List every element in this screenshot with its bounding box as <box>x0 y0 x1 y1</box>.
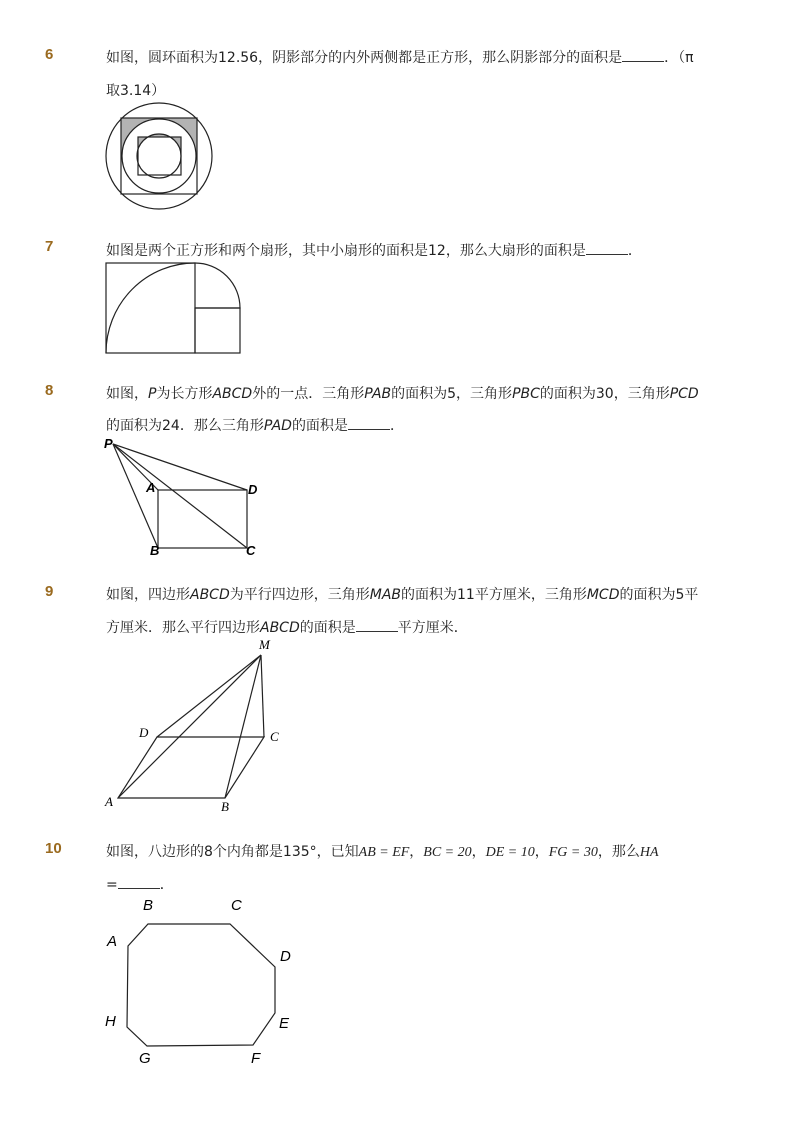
question-number: 10 <box>45 840 62 857</box>
middle-circle <box>122 119 196 193</box>
figure-ring-squares <box>100 110 220 220</box>
label-c: C <box>246 543 256 558</box>
inner-circle <box>137 134 181 178</box>
label-d: D <box>139 725 149 740</box>
label-a: A <box>105 794 113 809</box>
question-number: 9 <box>45 583 54 600</box>
segment-mb <box>225 655 261 798</box>
answer-blank <box>586 242 628 255</box>
label-a: A <box>107 933 118 950</box>
rectangle-abcd <box>158 490 247 548</box>
octagon <box>127 924 275 1046</box>
label-c: C <box>231 897 242 914</box>
label-d: D <box>248 482 258 497</box>
label-h: H <box>105 1013 116 1030</box>
label-a: A <box>146 480 156 495</box>
parallelogram-abcd <box>118 737 264 798</box>
answer-blank <box>118 876 160 889</box>
small-square <box>195 308 240 353</box>
question-text-line2: 的面积为24．那么三角形PAD的面积是 ． <box>106 418 404 434</box>
label-p: P <box>104 436 113 451</box>
segment-pc <box>113 444 247 548</box>
label-d: D <box>280 948 291 965</box>
small-sector <box>195 263 240 308</box>
answer-blank <box>622 49 664 62</box>
label-m: M <box>259 637 270 652</box>
question-text-line1: 如图，四边形ABCD为平行四边形，三角形MAB的面积为11平方厘米，三角形MCD的面积为5平 <box>106 587 699 603</box>
figure-rectangle-point <box>100 435 270 565</box>
segment-md <box>157 655 261 737</box>
question-text-line1: 如图，P为长方形ABCD外的一点．三角形PAB的面积为5，三角形PBC的面积为30，三角形PCD <box>106 386 699 402</box>
question-number: 7 <box>45 238 54 255</box>
question-number: 6 <box>45 46 54 63</box>
label-g: G <box>139 1050 151 1067</box>
label-e: E <box>279 1015 290 1032</box>
question-number: 8 <box>45 382 54 399</box>
figure-squares-sectors <box>100 258 250 358</box>
big-square <box>106 263 195 353</box>
label-c: C <box>270 729 279 744</box>
label-b: B <box>150 543 160 558</box>
question-text-line1: 如图，圆环面积为12.56，阴影部分的内外两侧都是正方形，那么阴影部分的面积是 ．（π <box>106 50 694 66</box>
answer-blank <box>348 417 390 430</box>
inner-square <box>138 137 181 175</box>
label-b: B <box>143 897 154 914</box>
question-text-line1: 如图，八边形的8个内角都是135°，已知AB = EF，BC = 20，DE = 10，FG = 30，那么HA <box>106 844 659 860</box>
big-sector-arc <box>106 263 195 353</box>
segment-pb <box>113 444 158 548</box>
label-b: B <box>221 799 229 814</box>
question-text-line2: = ． <box>106 877 174 893</box>
segment-pd <box>113 444 247 490</box>
figure-parallelogram <box>100 635 300 820</box>
question-text-line2: 取3.14） <box>106 83 166 99</box>
question-text-line2: 方厘米．那么平行四边形ABCD的面积是 平方厘米． <box>106 620 468 636</box>
question-text-line1: 如图是两个正方形和两个扇形，其中小扇形的面积是12，那么大扇形的面积是 ． <box>106 243 642 259</box>
answer-blank <box>356 619 398 632</box>
shaded-region <box>121 118 197 194</box>
label-f: F <box>251 1050 261 1067</box>
figure-octagon <box>100 893 310 1073</box>
segment-mc <box>261 655 264 737</box>
